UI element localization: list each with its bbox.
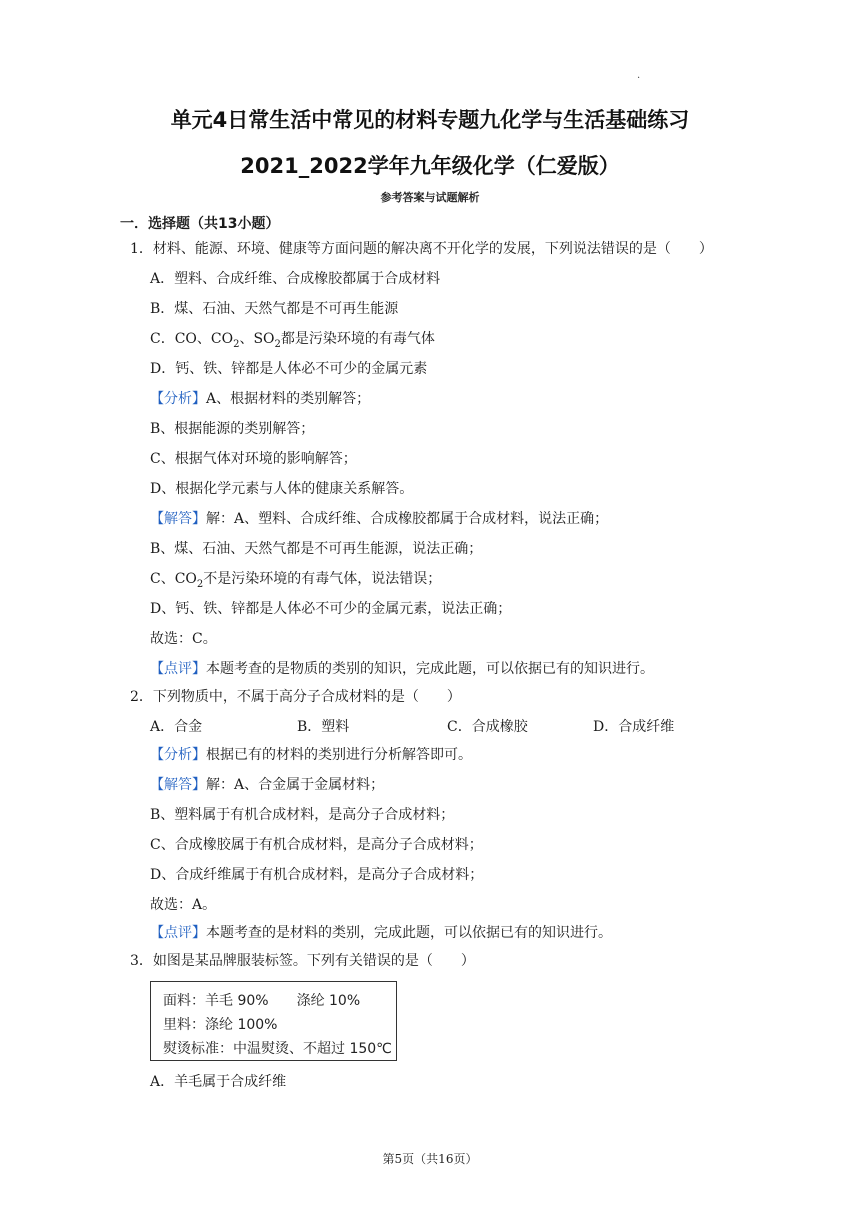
comment-text: 本题考查的是材料的类别，完成此题，可以依据已有的知识进行。 bbox=[206, 925, 612, 941]
question-1-analysis bbox=[150, 390, 370, 408]
header-dot: . bbox=[637, 70, 641, 81]
comment-tag: 【点评】 bbox=[150, 925, 206, 941]
question-1-answer-2: B、煤、石油、天然气都是不可再生能源，说法正确； bbox=[150, 541, 483, 557]
label-row-lining: 里料：涤纶 100% bbox=[163, 1017, 278, 1033]
comment-text: 本题考查的是物质的类别的知识，完成此题，可以依据已有的知识进行。 bbox=[206, 661, 654, 677]
question-1-answer-3 bbox=[150, 570, 441, 594]
answer-tag: 【解答】 bbox=[150, 777, 206, 793]
section-heading: 一．选择题（共13小题） bbox=[120, 216, 280, 232]
question-1-answer-5: 故选：C。 bbox=[150, 631, 217, 647]
question-2-answer bbox=[150, 776, 384, 794]
question-2-option-b: B．塑料 bbox=[297, 719, 350, 735]
question-1-option-c bbox=[150, 330, 435, 354]
question-2-answer-2: B、塑料属于有机合成材料，是高分子合成材料； bbox=[150, 807, 455, 823]
question-2-comment bbox=[150, 924, 612, 942]
question-1-option-b: B．煤、石油、天然气都是不可再生能源 bbox=[150, 301, 399, 317]
analysis-text: 根据已有的材料的类别进行分析解答即可。 bbox=[206, 747, 472, 763]
question-1-stem: 1．材料、能源、环境、健康等方面问题的解决离不开化学的发展，下列说法错误的是（ ） bbox=[130, 241, 713, 257]
question-2-option-d: D．合成纤维 bbox=[593, 719, 675, 735]
question-2-answer-5: 故选：A。 bbox=[150, 897, 217, 913]
q1-c-pre: C．CO、CO bbox=[150, 331, 234, 347]
question-2-stem: 2．下列物质中，不属于高分子合成材料的是（ ） bbox=[130, 689, 461, 705]
question-3-option-a: A．羊毛属于合成纤维 bbox=[150, 1074, 287, 1090]
q1-c-post: 都是污染环境的有毒气体 bbox=[280, 331, 435, 347]
question-1-analysis-3: C、根据气体对环境的影响解答； bbox=[150, 451, 357, 467]
clothing-label-figure bbox=[150, 981, 397, 1061]
label-row-fabric: 面料：羊毛 90% 涤纶 10% bbox=[163, 993, 361, 1009]
question-1-analysis-4: D、根据化学元素与人体的健康关系解答。 bbox=[150, 481, 414, 497]
q1-ans3-pre: C、CO bbox=[150, 571, 197, 587]
q1-c-sub1: 2 bbox=[233, 338, 240, 350]
document-title-line2: 2021_2022学年九年级化学（仁爱版） bbox=[240, 154, 620, 178]
comment-tag: 【点评】 bbox=[150, 661, 206, 677]
answer-tag: 【解答】 bbox=[150, 511, 206, 527]
question-1-answer bbox=[150, 510, 608, 528]
question-1-option-d: D．钙、铁、锌都是人体必不可少的金属元素 bbox=[150, 361, 428, 377]
analysis-tag: 【分析】 bbox=[150, 391, 206, 407]
q1-c-mid: 、SO bbox=[239, 331, 275, 347]
q1-c-sub2: 2 bbox=[274, 338, 281, 350]
q1-ans3-post: 不是污染环境的有毒气体，说法错误； bbox=[203, 571, 442, 587]
question-3-stem: 3．如图是某品牌服装标签。下列有关错误的是（ ） bbox=[130, 953, 475, 969]
document-title-line1: 单元4日常生活中常见的材料专题九化学与生活基础练习 bbox=[170, 108, 690, 132]
question-2-answer-3: C、合成橡胶属于有机合成材料，是高分子合成材料； bbox=[150, 837, 483, 853]
label-row-ironing: 熨烫标准：中温熨烫、不超过 150℃ bbox=[163, 1041, 392, 1057]
page-footer: 第5页（共16页） bbox=[382, 1152, 478, 1166]
analysis-tag: 【分析】 bbox=[150, 747, 206, 763]
question-2-answer-4: D、合成纤维属于有机合成材料，是高分子合成材料； bbox=[150, 867, 484, 883]
question-2-option-a: A．合金 bbox=[150, 719, 203, 735]
q1-ans3-sub: 2 bbox=[196, 578, 204, 590]
question-1-analysis-2: B、根据能源的类别解答； bbox=[150, 421, 315, 437]
answer-text: 解：A、合金属于金属材料； bbox=[206, 777, 385, 793]
question-2-analysis bbox=[150, 746, 472, 764]
analysis-text: A、根据材料的类别解答； bbox=[206, 391, 371, 407]
question-1-option-a: A．塑料、合成纤维、合成橡胶都属于合成材料 bbox=[150, 271, 441, 287]
document-subtitle: 参考答案与试题解析 bbox=[380, 191, 480, 204]
question-1-comment bbox=[150, 660, 654, 678]
question-1-answer-4: D、钙、铁、锌都是人体必不可少的金属元素，说法正确； bbox=[150, 601, 512, 617]
answer-text: 解：A、塑料、合成纤维、合成橡胶都属于合成材料，说法正确； bbox=[206, 511, 609, 527]
question-2-option-c: C．合成橡胶 bbox=[447, 719, 528, 735]
